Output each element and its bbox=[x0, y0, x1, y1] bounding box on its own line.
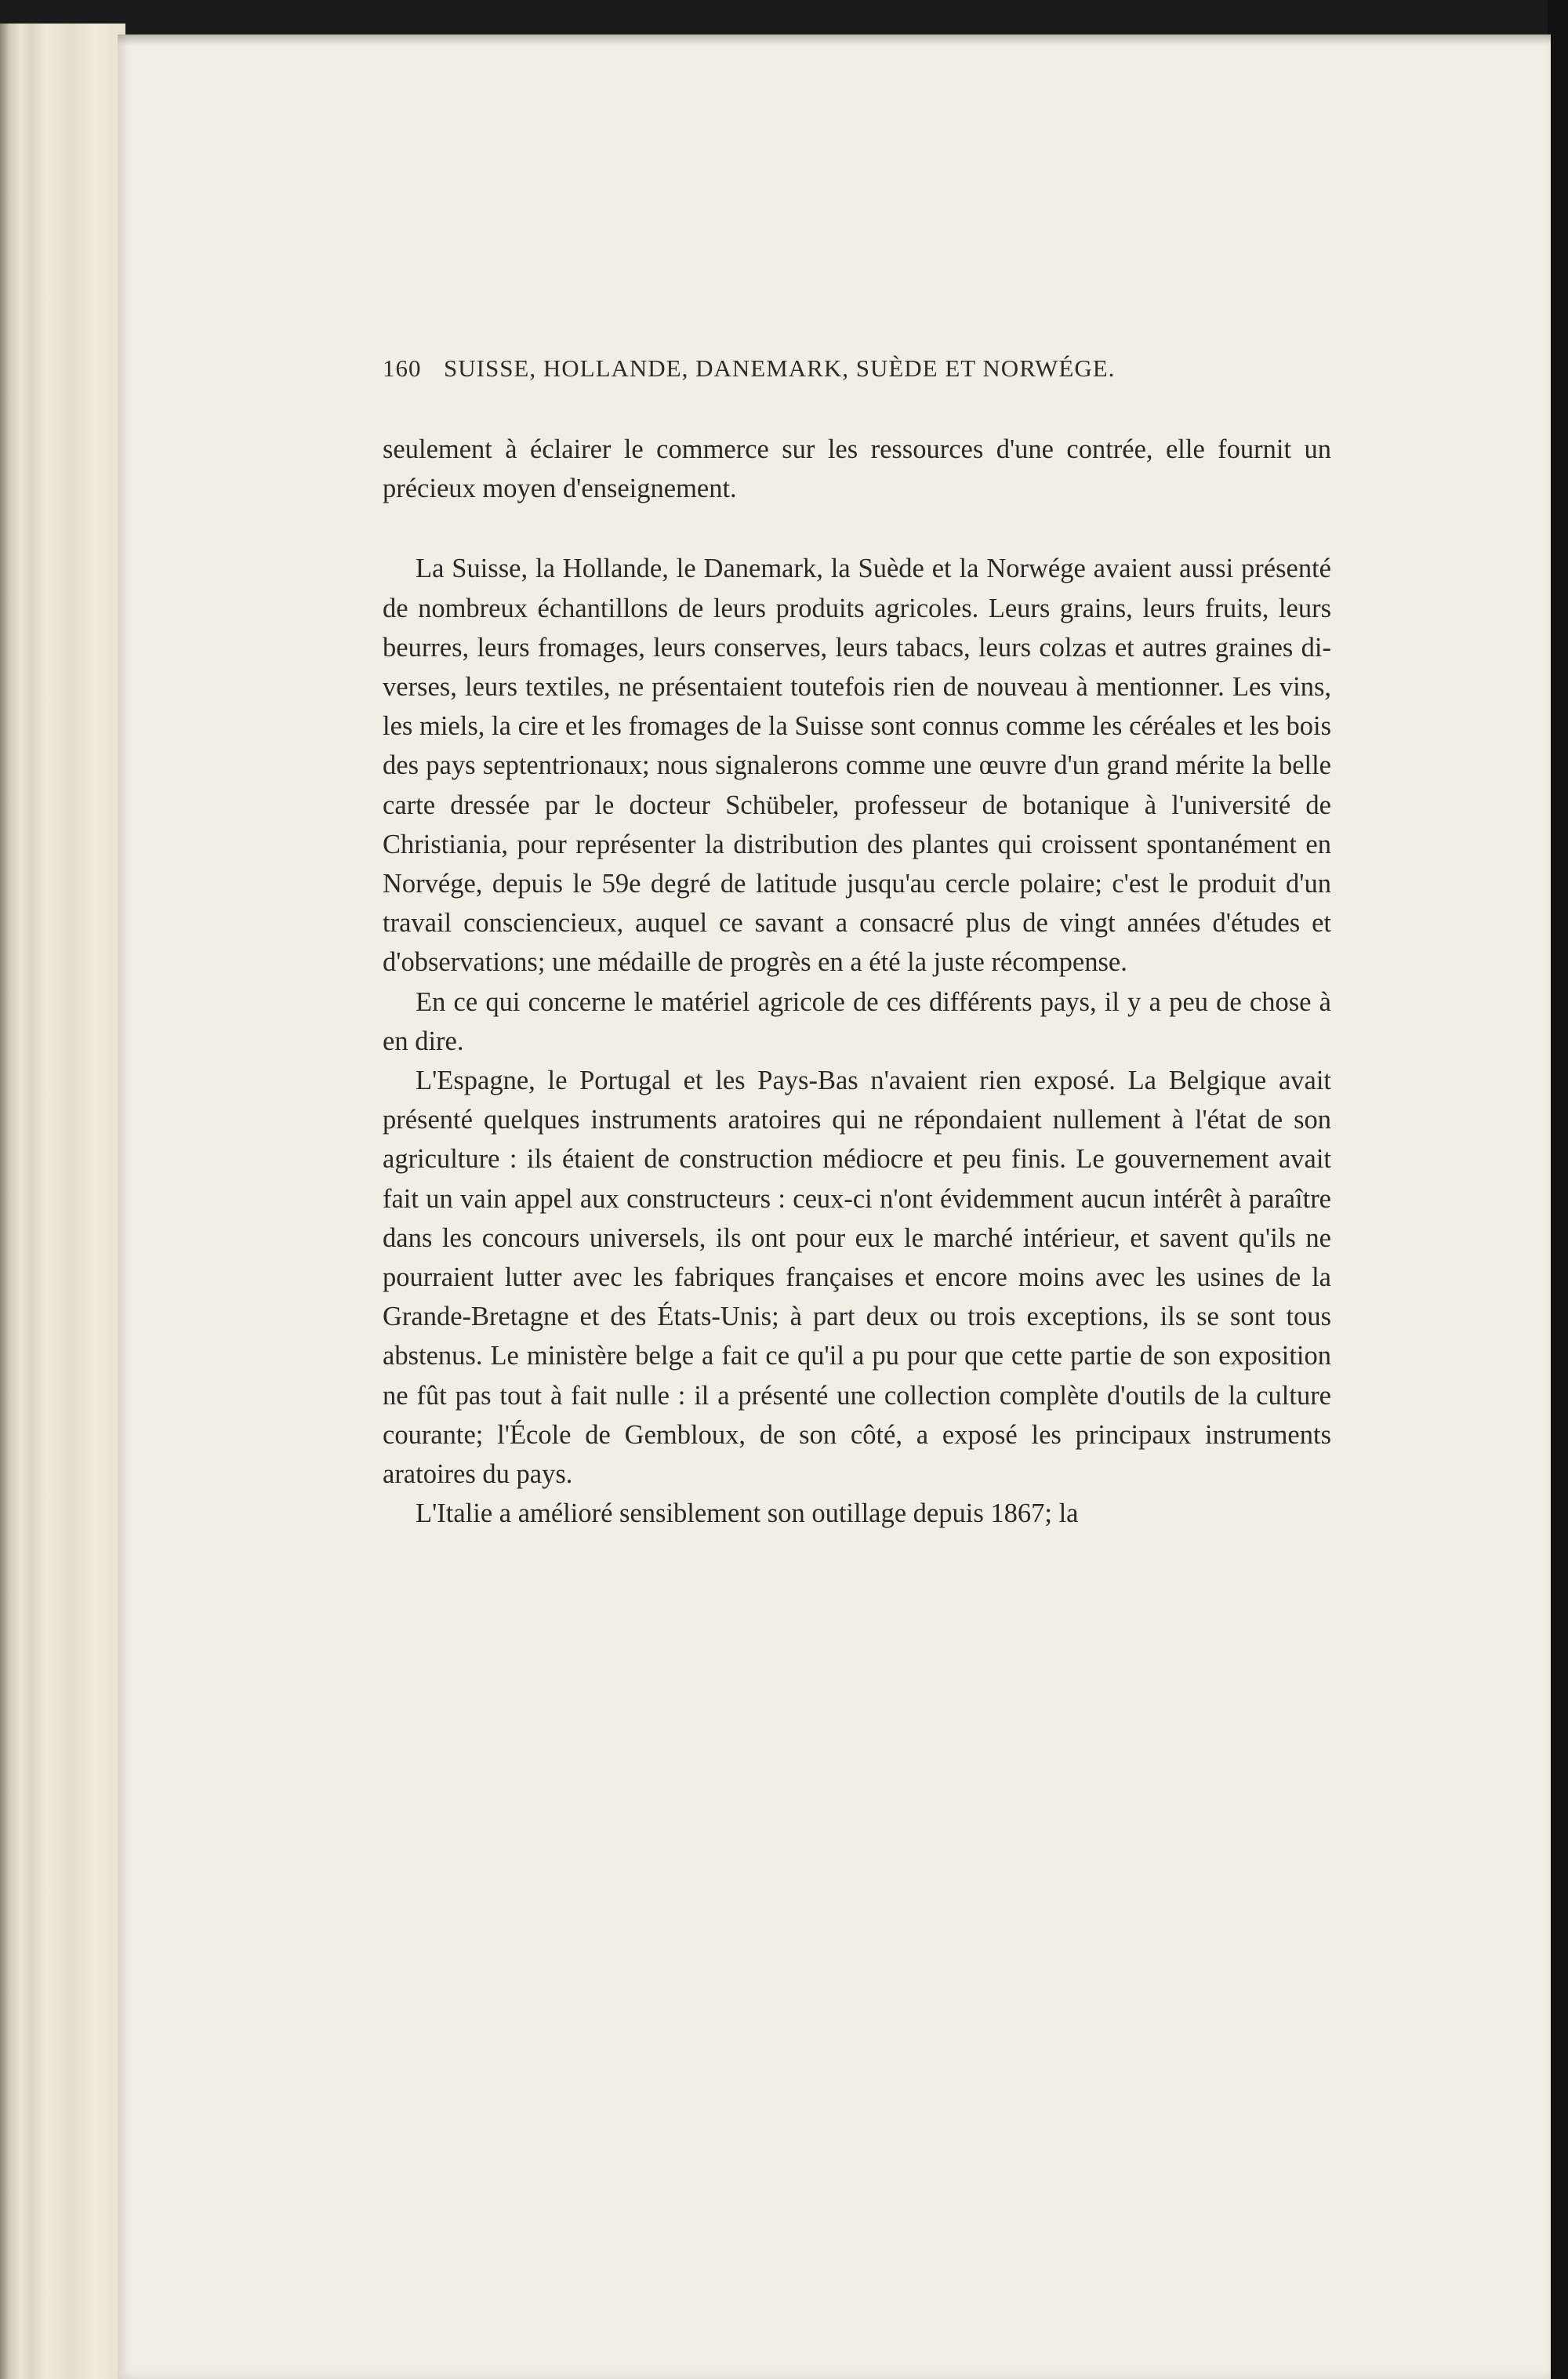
book-binding-edge bbox=[0, 24, 125, 2379]
paragraph-2: La Suisse, la Hollande, le Danemark, la Suède et la Norwége avaient aussi présenté de nombreux échantillons de leurs produits agricoles. Leurs grains, leurs fruits, leurs beurres, leurs fromages, leurs conserves, leurs tabacs, leurs colzas et autres graines diverses, leurs textiles, ne présentaient toutefois rien de nouveau à mentionner. Les vins, les miels, la cire et les fromages de la Suisse sont connus comme les céréales et les bois des pays septentrionaux; nous signalerons comme une œuvre d'un grand mérite la belle carte dressée par le docteur Schübeler, professeur de botanique à l'université de Christiania, pour représenter la distribution des plantes qui croissent spontanément en Norvége, depuis le 59e degré de latitude jusqu'au cercle polaire; c'est le produit d'un travail consciencieux, auquel ce savant a consacré plus de vingt années d'études et d'observations; une médaille de progrès en a été la juste récompense. bbox=[383, 554, 1331, 978]
page-shadow bbox=[118, 35, 1551, 45]
running-head bbox=[383, 354, 1331, 401]
paragraph-1: seulement à éclairer le commerce sur les ressources d'une contrée, elle fournit un précieux moyen d'enseignement. bbox=[383, 434, 1331, 504]
paragraph-5: L'Italie a amélioré sensiblement son outillage depuis 1867; la bbox=[416, 1498, 1079, 1529]
paragraph-3: En ce qui concerne le matériel agricole de ces différents pays, il y a peu de chose à en dire. bbox=[383, 986, 1331, 1056]
paragraph-4: L'Espagne, le Portugal et les Pays-Bas n'avaient rien exposé. La Belgique avait présenté quelques instruments aratoires qui ne répondaient nullement à l'état de son agriculture : ils étaient de construction médiocre et peu finis. Le gouvernement avait fait un vain appel aux constructeurs : ceux-ci n'ont évidemment aucun intérêt à paraître dans les concours universels, ils ont pour eux le marché intérieur, et savent qu'ils ne pourraient lutter avec les fabriques françaises et encore moins avec les usines de la Grande-Bretagne et des États-Unis; à part deux ou trois exceptions, ils se sont tous abstenus. Le ministère belge a fait ce qu'il a pu pour que cette partie de son exposition ne fût pas tout à fait nulle : il a présenté une collection complète d'outils de la culture courante; l'École de Gembloux, de son côté, a exposé les principaux instruments aratoires du pays. bbox=[383, 1066, 1331, 1490]
running-title: SUISSE, HOLLANDE, DANEMARK, SUÈDE ET NORWÉGE. bbox=[444, 354, 1116, 382]
page-number: 160 bbox=[383, 354, 422, 382]
body-text bbox=[383, 430, 1331, 1533]
